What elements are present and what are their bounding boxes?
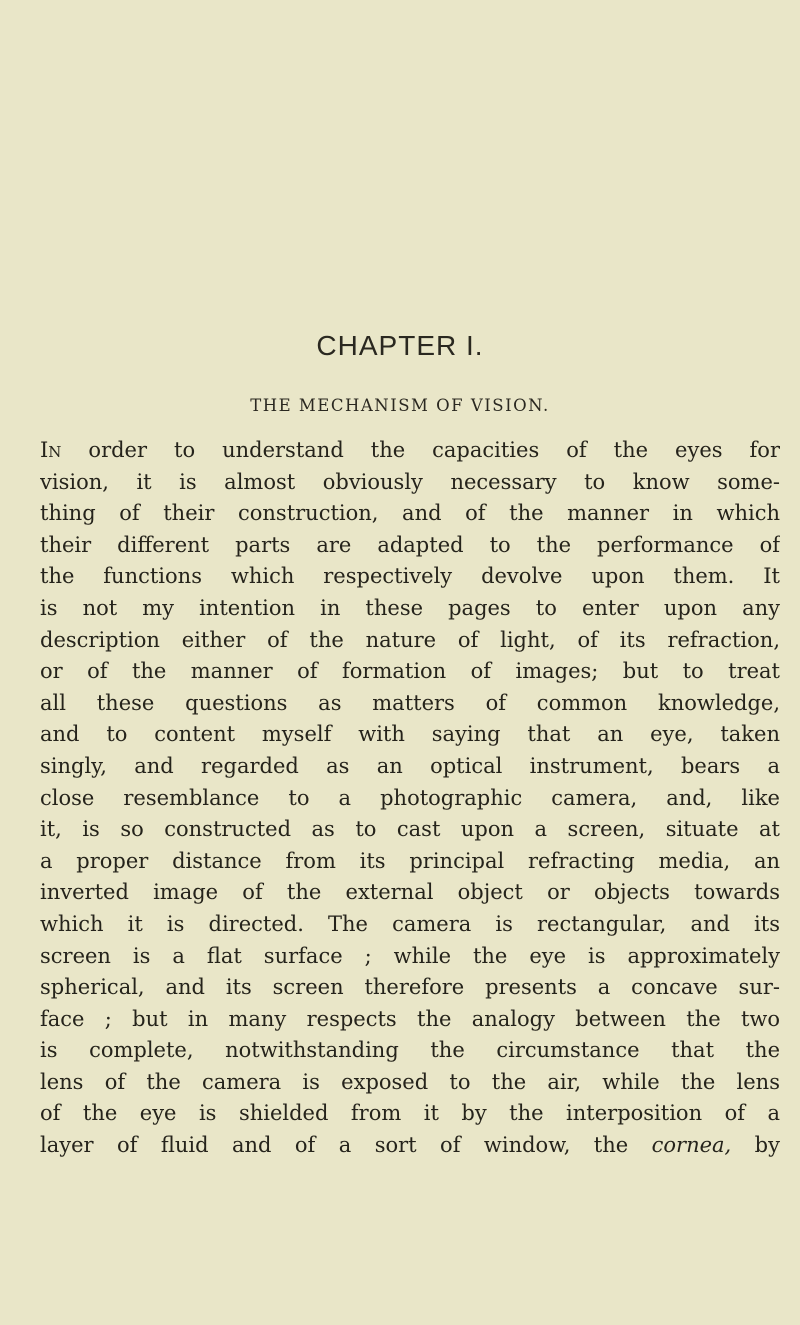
text-line: all these questions as matters of common knowledge, bbox=[40, 690, 780, 715]
text-line: is not my intention in these pages to enter upon any bbox=[40, 595, 780, 620]
italic-term: cornea, bbox=[651, 1133, 732, 1158]
text-line: lens of the camera is exposed to the air, while the lens bbox=[40, 1069, 780, 1094]
body-paragraph bbox=[40, 435, 780, 1162]
text-line: face ; but in many respects the analogy between the two bbox=[40, 1006, 780, 1031]
text-line: In order to understand the capacities of the eyes for bbox=[40, 438, 780, 462]
text-line: the functions which respectively devolve upon them. It bbox=[40, 564, 780, 589]
text-line: and to content myself with saying that an eye, taken bbox=[40, 722, 780, 747]
text-line: is complete, notwithstanding the circumstance that the bbox=[40, 1038, 780, 1063]
text-line: a proper distance from its principal refracting media, an bbox=[40, 848, 780, 873]
text-line: vision, it is almost obviously necessary to know some- bbox=[40, 469, 780, 494]
text-line: or of the manner of formation of images; but to treat bbox=[40, 659, 780, 684]
text-segment: by bbox=[754, 1133, 780, 1158]
text-line: description either of the nature of light, of its refraction, bbox=[40, 627, 780, 652]
opening-word: In bbox=[40, 438, 62, 462]
text-line: spherical, and its screen therefore presents a concave sur- bbox=[40, 975, 780, 1000]
text-line: screen is a flat surface ; while the eye is approximately bbox=[40, 943, 780, 968]
section-title: THE MECHANISM OF VISION. bbox=[250, 396, 550, 415]
chapter-title: CHAPTER I. bbox=[316, 330, 484, 361]
text-line: singly, and regarded as an optical instrument, bears a bbox=[40, 753, 780, 778]
text-segment: layer of fluid and of a sort of window, the bbox=[40, 1133, 629, 1158]
text-line: which it is directed. The camera is rectangular, and its bbox=[40, 911, 780, 936]
text-line: close resemblance to a photographic camera, and, like bbox=[40, 785, 780, 810]
text-line: thing of their construction, and of the manner in which bbox=[40, 501, 780, 526]
text-line: it, is so constructed as to cast upon a screen, situate at bbox=[40, 817, 780, 842]
text-line-last bbox=[40, 1130, 780, 1162]
text-line: inverted image of the external object or objects towards bbox=[40, 880, 780, 905]
text-line: of the eye is shielded from it by the interposition of a bbox=[40, 1101, 780, 1126]
text-line: their different parts are adapted to the performance of bbox=[40, 532, 780, 557]
